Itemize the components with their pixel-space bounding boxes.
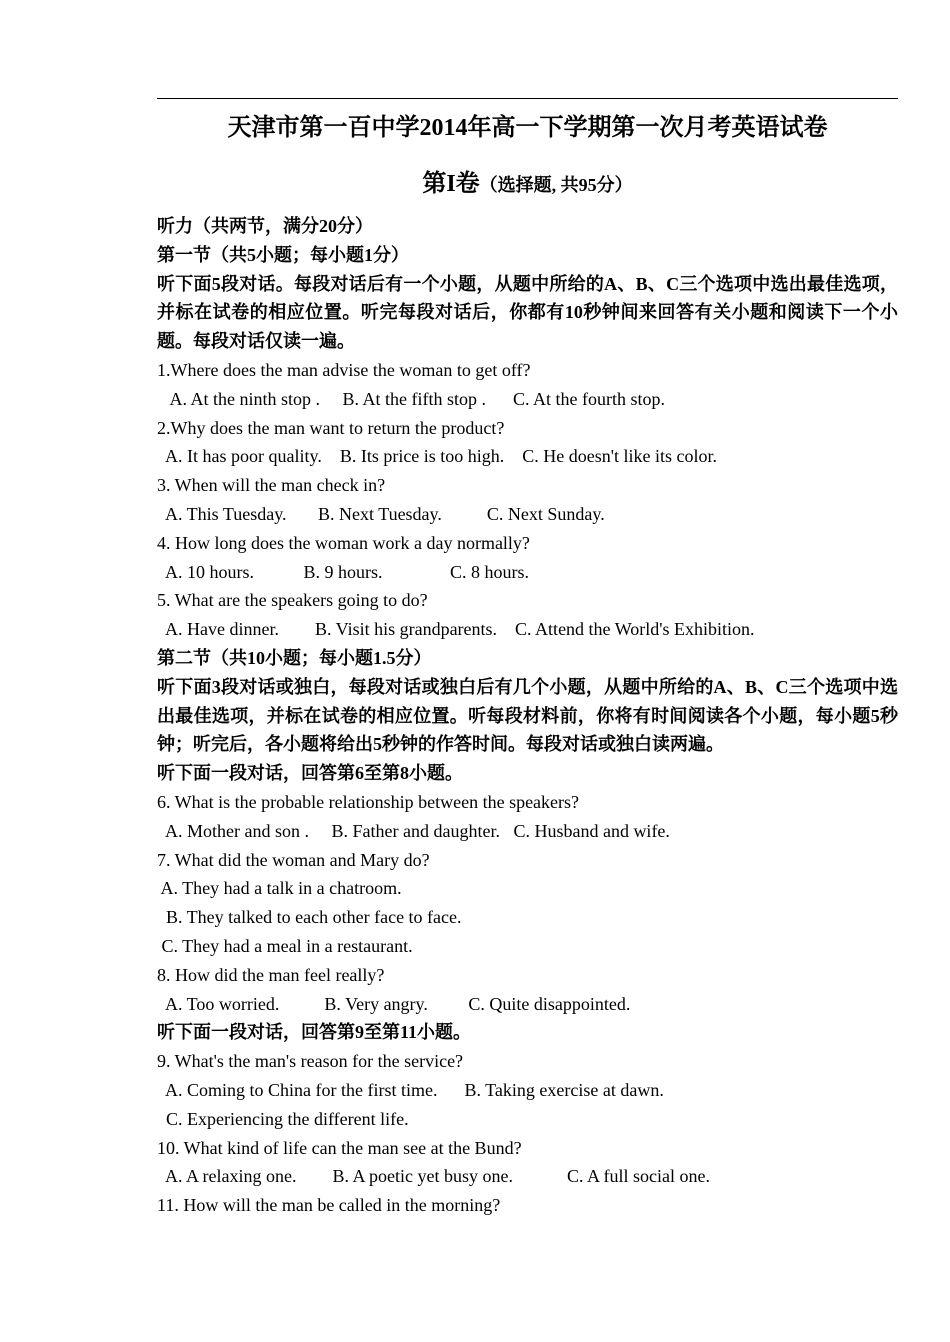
question-5: 5. What are the speakers going to do? (157, 590, 428, 611)
question-6-options: A. Mother and son . B. Father and daughter. C. Husband and wife. (157, 820, 670, 841)
question-3: 3. When will the man check in? (157, 475, 386, 496)
volume-heading (157, 166, 898, 205)
section2-group2: 听下面一段对话，回答第9至第11小题。 (157, 1022, 472, 1043)
exam-content (157, 212, 898, 1220)
question-7: 7. What did the woman and Mary do? (157, 849, 430, 870)
question-7-option-c: C. They had a meal in a restaurant. (157, 935, 413, 956)
listening-header: 听力（共两节，满分20分） (157, 216, 373, 236)
header-rule (157, 98, 898, 99)
volume-label: 第I卷 (422, 171, 480, 197)
exam-title: 天津市第一百中学2014年高一下学期第一次月考英语试卷 (227, 115, 828, 141)
section2-header: 第二节（共10小题；每小题1.5分） (157, 647, 432, 668)
question-9: 9. What's the man's reason for the service? (157, 1051, 464, 1072)
question-10: 10. What kind of life can the man see at the Bund? (157, 1137, 522, 1158)
question-9-option-c: C. Experiencing the different life. (157, 1108, 409, 1129)
question-5-options: A. Have dinner. B. Visit his grandparents. C. Attend the World's Exhibition. (157, 619, 755, 640)
section1-instructions: 听下面5段对话。每段对话后有一个小题，从题中所给的A、B、C三个选项中选出最佳选项，并标在试卷的相应位置。听完每段对话后，你都有10秒钟间来回答有关小题和阅读下一个小题。每段对话仅读一遍。 (157, 273, 898, 352)
question-4-options: A. 10 hours. B. 9 hours. C. 8 hours. (157, 561, 530, 582)
section2-instructions: 听下面3段对话或独白，每段对话或独白后有几个小题，从题中所给的A、B、C三个选项中选出最佳选项，并标在试卷的相应位置。听每段材料前，你将有时间阅读各个小题，每小题5秒钟；听完后，各小题将给出5秒钟的作答时间。每段对话或独白读两遍。 (157, 676, 898, 755)
question-9-options-ab: A. Coming to China for the first time. B. Taking exercise at dawn. (157, 1079, 664, 1100)
question-8-options: A. Too worried. B. Very angry. C. Quite disappointed. (157, 993, 631, 1014)
question-4: 4. How long does the woman work a day normally? (157, 532, 530, 553)
question-3-options: A. This Tuesday. B. Next Tuesday. C. Next Sunday. (157, 503, 605, 524)
question-7-option-a: A. They had a talk in a chatroom. (157, 878, 402, 899)
question-10-options: A. A relaxing one. B. A poetic yet busy one. C. A full social one. (157, 1166, 710, 1187)
section2-group1: 听下面一段对话，回答第6至第8小题。 (157, 763, 463, 784)
question-8: 8. How did the man feel really? (157, 964, 385, 985)
question-6: 6. What is the probable relationship between the speakers? (157, 791, 580, 812)
question-1: 1.Where does the man advise the woman to get off? (157, 359, 531, 380)
question-7-option-b: B. They talked to each other face to face. (157, 907, 462, 928)
question-2-options: A. It has poor quality. B. Its price is too high. C. He doesn't like its color. (157, 446, 718, 467)
question-1-options: A. At the ninth stop . B. At the fifth stop . C. At the fourth stop. (157, 388, 666, 409)
question-2: 2.Why does the man want to return the product? (157, 417, 505, 438)
question-11: 11. How will the man be called in the morning? (157, 1195, 501, 1216)
section1-header: 第一节（共5小题；每小题1分） (157, 244, 409, 265)
volume-note: （选择题, 共95分） (479, 175, 633, 195)
